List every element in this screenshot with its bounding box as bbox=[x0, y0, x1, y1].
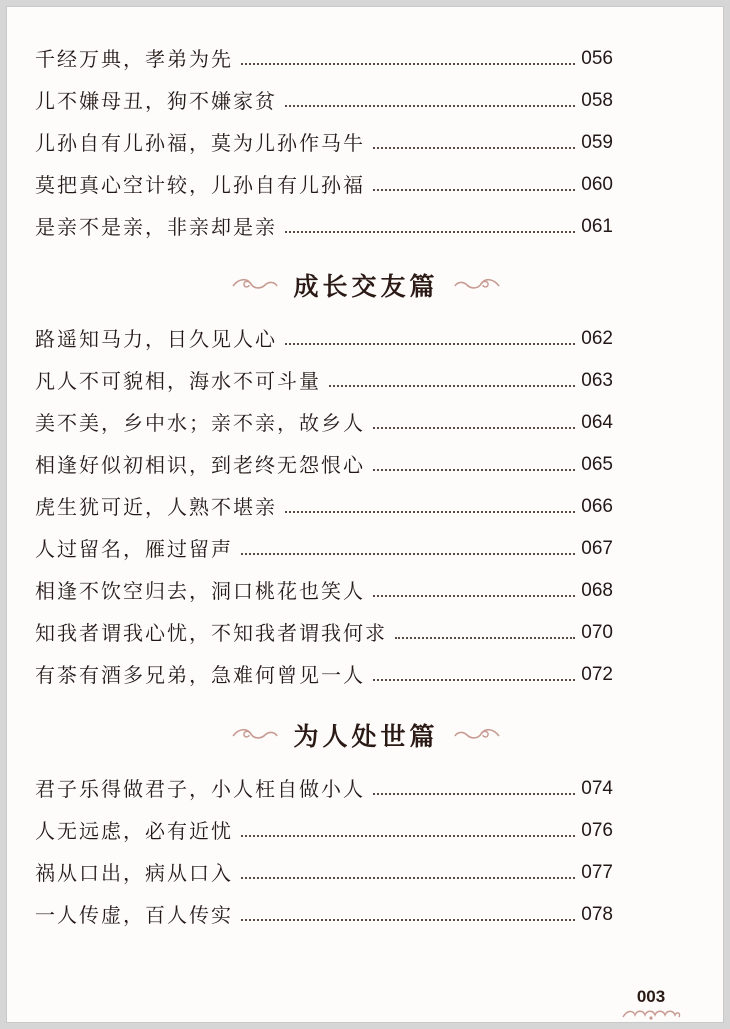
toc-entry[interactable] bbox=[35, 611, 613, 645]
entry-page-number: 061 bbox=[581, 216, 613, 237]
entry-title: 人过留名，雁过留声 bbox=[35, 537, 233, 561]
dot-leader bbox=[373, 427, 575, 429]
swirl-ornament-icon bbox=[231, 724, 279, 746]
entry-title: 路遥知马力，日久见人心 bbox=[35, 327, 277, 351]
entry-page-number: 063 bbox=[581, 370, 613, 391]
toc-entry[interactable] bbox=[35, 569, 613, 603]
entry-title: 儿不嫌母丑，狗不嫌家贫 bbox=[35, 89, 277, 113]
toc-entry[interactable] bbox=[35, 485, 613, 519]
dot-leader bbox=[373, 147, 575, 149]
dot-leader bbox=[241, 835, 575, 837]
entry-title: 祸从口出，病从口入 bbox=[35, 861, 233, 885]
entry-page-number: 076 bbox=[581, 820, 613, 841]
dot-leader bbox=[241, 877, 575, 879]
entry-page-number: 070 bbox=[581, 622, 613, 643]
section-heading-row bbox=[7, 263, 725, 307]
entry-page-number: 078 bbox=[581, 904, 613, 925]
dot-leader bbox=[285, 105, 575, 107]
toc-entry[interactable] bbox=[35, 317, 613, 351]
dot-leader bbox=[241, 63, 575, 65]
entry-title: 虎生犹可近，人熟不堪亲 bbox=[35, 495, 277, 519]
dot-leader bbox=[373, 793, 575, 795]
dot-leader bbox=[241, 919, 575, 921]
cloud-ornament-icon bbox=[619, 1007, 683, 1021]
swirl-ornament-icon bbox=[453, 724, 501, 746]
toc-entry[interactable] bbox=[35, 163, 613, 197]
swirl-ornament-icon bbox=[231, 274, 279, 296]
dot-leader bbox=[285, 343, 575, 345]
dot-leader bbox=[241, 553, 575, 555]
entry-page-number: 056 bbox=[581, 48, 613, 69]
toc-entry[interactable] bbox=[35, 851, 613, 885]
swirl-ornament-icon bbox=[453, 274, 501, 296]
entry-title: 凡人不可貌相，海水不可斗量 bbox=[35, 369, 321, 393]
entry-page-number: 059 bbox=[581, 132, 613, 153]
dot-leader bbox=[285, 231, 575, 233]
dot-leader bbox=[373, 679, 575, 681]
toc-entry[interactable] bbox=[35, 401, 613, 435]
entry-page-number: 065 bbox=[581, 454, 613, 475]
entry-page-number: 067 bbox=[581, 538, 613, 559]
dot-leader bbox=[329, 385, 575, 387]
entry-title: 儿孙自有儿孙福，莫为儿孙作马牛 bbox=[35, 131, 365, 155]
toc-entry[interactable] bbox=[35, 893, 613, 927]
entry-page-number: 062 bbox=[581, 328, 613, 349]
section-heading-row bbox=[7, 713, 725, 757]
entry-page-number: 068 bbox=[581, 580, 613, 601]
entry-page-number: 064 bbox=[581, 412, 613, 433]
entry-title: 莫把真心空计较，儿孙自有儿孙福 bbox=[35, 173, 365, 197]
entry-title: 人无远虑，必有近忧 bbox=[35, 819, 233, 843]
dot-leader bbox=[373, 189, 575, 191]
entry-title: 一人传虚，百人传实 bbox=[35, 903, 233, 927]
toc-entry[interactable] bbox=[35, 205, 613, 239]
page-number: 003 bbox=[636, 987, 666, 1006]
entry-page-number: 066 bbox=[581, 496, 613, 517]
toc-entry[interactable] bbox=[35, 79, 613, 113]
entry-title: 是亲不是亲，非亲却是亲 bbox=[35, 215, 277, 239]
dot-leader bbox=[395, 637, 575, 639]
entry-page-number: 074 bbox=[581, 778, 613, 799]
toc-entry[interactable] bbox=[35, 767, 613, 801]
toc-entry[interactable] bbox=[35, 809, 613, 843]
entry-page-number: 060 bbox=[581, 174, 613, 195]
toc-entry[interactable] bbox=[35, 443, 613, 477]
book-page bbox=[6, 6, 724, 1023]
toc-entry[interactable] bbox=[35, 37, 613, 71]
entry-title: 有茶有酒多兄弟，急难何曾见一人 bbox=[35, 663, 365, 687]
entry-title: 千经万典，孝弟为先 bbox=[35, 47, 233, 71]
toc-entry[interactable] bbox=[35, 527, 613, 561]
entry-title: 相逢好似初相识，到老终无怨恨心 bbox=[35, 453, 365, 477]
entry-title: 君子乐得做君子，小人枉自做小人 bbox=[35, 777, 365, 801]
dot-leader bbox=[285, 511, 575, 513]
entry-title: 知我者谓我心忧，不知我者谓我何求 bbox=[35, 621, 387, 645]
section-title: 为人处世篇 bbox=[293, 722, 439, 751]
entry-page-number: 072 bbox=[581, 664, 613, 685]
dot-leader bbox=[373, 595, 575, 597]
toc-entry[interactable] bbox=[35, 121, 613, 155]
entry-title: 美不美，乡中水；亲不亲，故乡人 bbox=[35, 411, 365, 435]
section-title: 成长交友篇 bbox=[293, 272, 439, 301]
toc-entry[interactable] bbox=[35, 653, 613, 687]
toc-entry[interactable] bbox=[35, 359, 613, 393]
entry-page-number: 077 bbox=[581, 862, 613, 883]
dot-leader bbox=[373, 469, 575, 471]
entry-title: 相逢不饮空归去，洞口桃花也笑人 bbox=[35, 579, 365, 603]
entry-page-number: 058 bbox=[581, 90, 613, 111]
